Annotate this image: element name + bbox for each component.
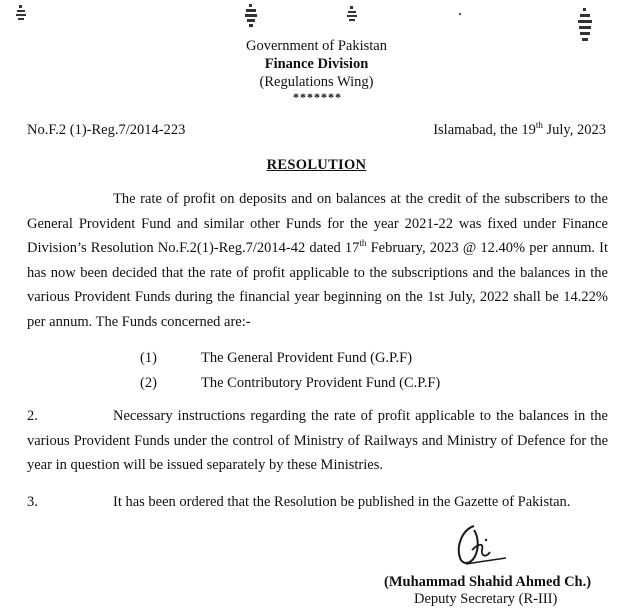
signatory-title: Deputy Secretary (R-III) bbox=[414, 591, 558, 607]
handwritten-signature bbox=[452, 520, 506, 570]
paragraph-3-text: It has been ordered that the Resolution be published in the Gazette of Pakistan. bbox=[113, 494, 571, 510]
letterhead-wing: (Regulations Wing) bbox=[259, 74, 374, 90]
paragraph-2-number: 2. bbox=[27, 408, 38, 424]
document-heading: RESOLUTION bbox=[266, 157, 367, 173]
paragraph-3 bbox=[27, 494, 570, 511]
signatory-name: (Muhammad Shahid Ahmed Ch.) bbox=[384, 574, 592, 590]
fund-list-number: (1) bbox=[140, 350, 157, 366]
scan-mark-center bbox=[346, 6, 358, 24]
scan-mark-left bbox=[14, 4, 28, 24]
paragraph-1-sup: th bbox=[359, 238, 367, 249]
letterhead-stars: ******* bbox=[293, 90, 342, 104]
scan-mark-center-left bbox=[244, 4, 258, 32]
paragraph-1-part-2: February, 2023 @ 12.40% per annum. It has now been decided that the rate of profit applicable to the subscriptions and the balances in the various Provident Funds during the financial year beginning on the 1st July, 2022 shall be 14.22% per annum. The Funds concerned are:- bbox=[27, 240, 608, 330]
paragraph-2-text: Necessary instructions regarding the rate of profit applicable to the balances in the various Provident Funds under the control of Ministry of Railways and Ministry of Defence for the year in question will be issued separately by these Ministries. bbox=[27, 408, 608, 473]
place-date-suffix-sup: th bbox=[535, 120, 543, 131]
place-and-date bbox=[433, 122, 606, 139]
letterhead bbox=[0, 37, 633, 103]
paragraph-2 bbox=[27, 404, 608, 478]
fund-list-item bbox=[140, 375, 440, 392]
reference-number: No.F.2 (1)-Reg.7/2014-223 bbox=[27, 122, 186, 138]
place-date-month-year: July, 2023 bbox=[542, 122, 606, 138]
fund-list-item bbox=[140, 350, 412, 367]
fund-list-number: (2) bbox=[140, 375, 157, 391]
fund-list-label: The Contributory Provident Fund (C.P.F) bbox=[201, 375, 441, 391]
paragraph-1 bbox=[27, 187, 608, 334]
letterhead-government: Government of Pakistan bbox=[246, 38, 387, 54]
paragraph-1-part-1: The rate of profit on deposits and on balances at the credit of the subscribers to the General Provident Fund and similar other Funds for the year 2021-22 was fixed under Finance Division’s Resolution No.F.2(1)-Reg.7/2014-42 dated 17 bbox=[27, 191, 608, 256]
fund-list-label: The General Provident Fund (G.P.F) bbox=[201, 350, 413, 366]
paragraph-3-number: 3. bbox=[27, 494, 38, 510]
letterhead-division: Finance Division bbox=[264, 56, 369, 72]
place-date-prefix: Islamabad, the 19 bbox=[433, 122, 536, 138]
scan-mark-dot bbox=[458, 12, 462, 16]
